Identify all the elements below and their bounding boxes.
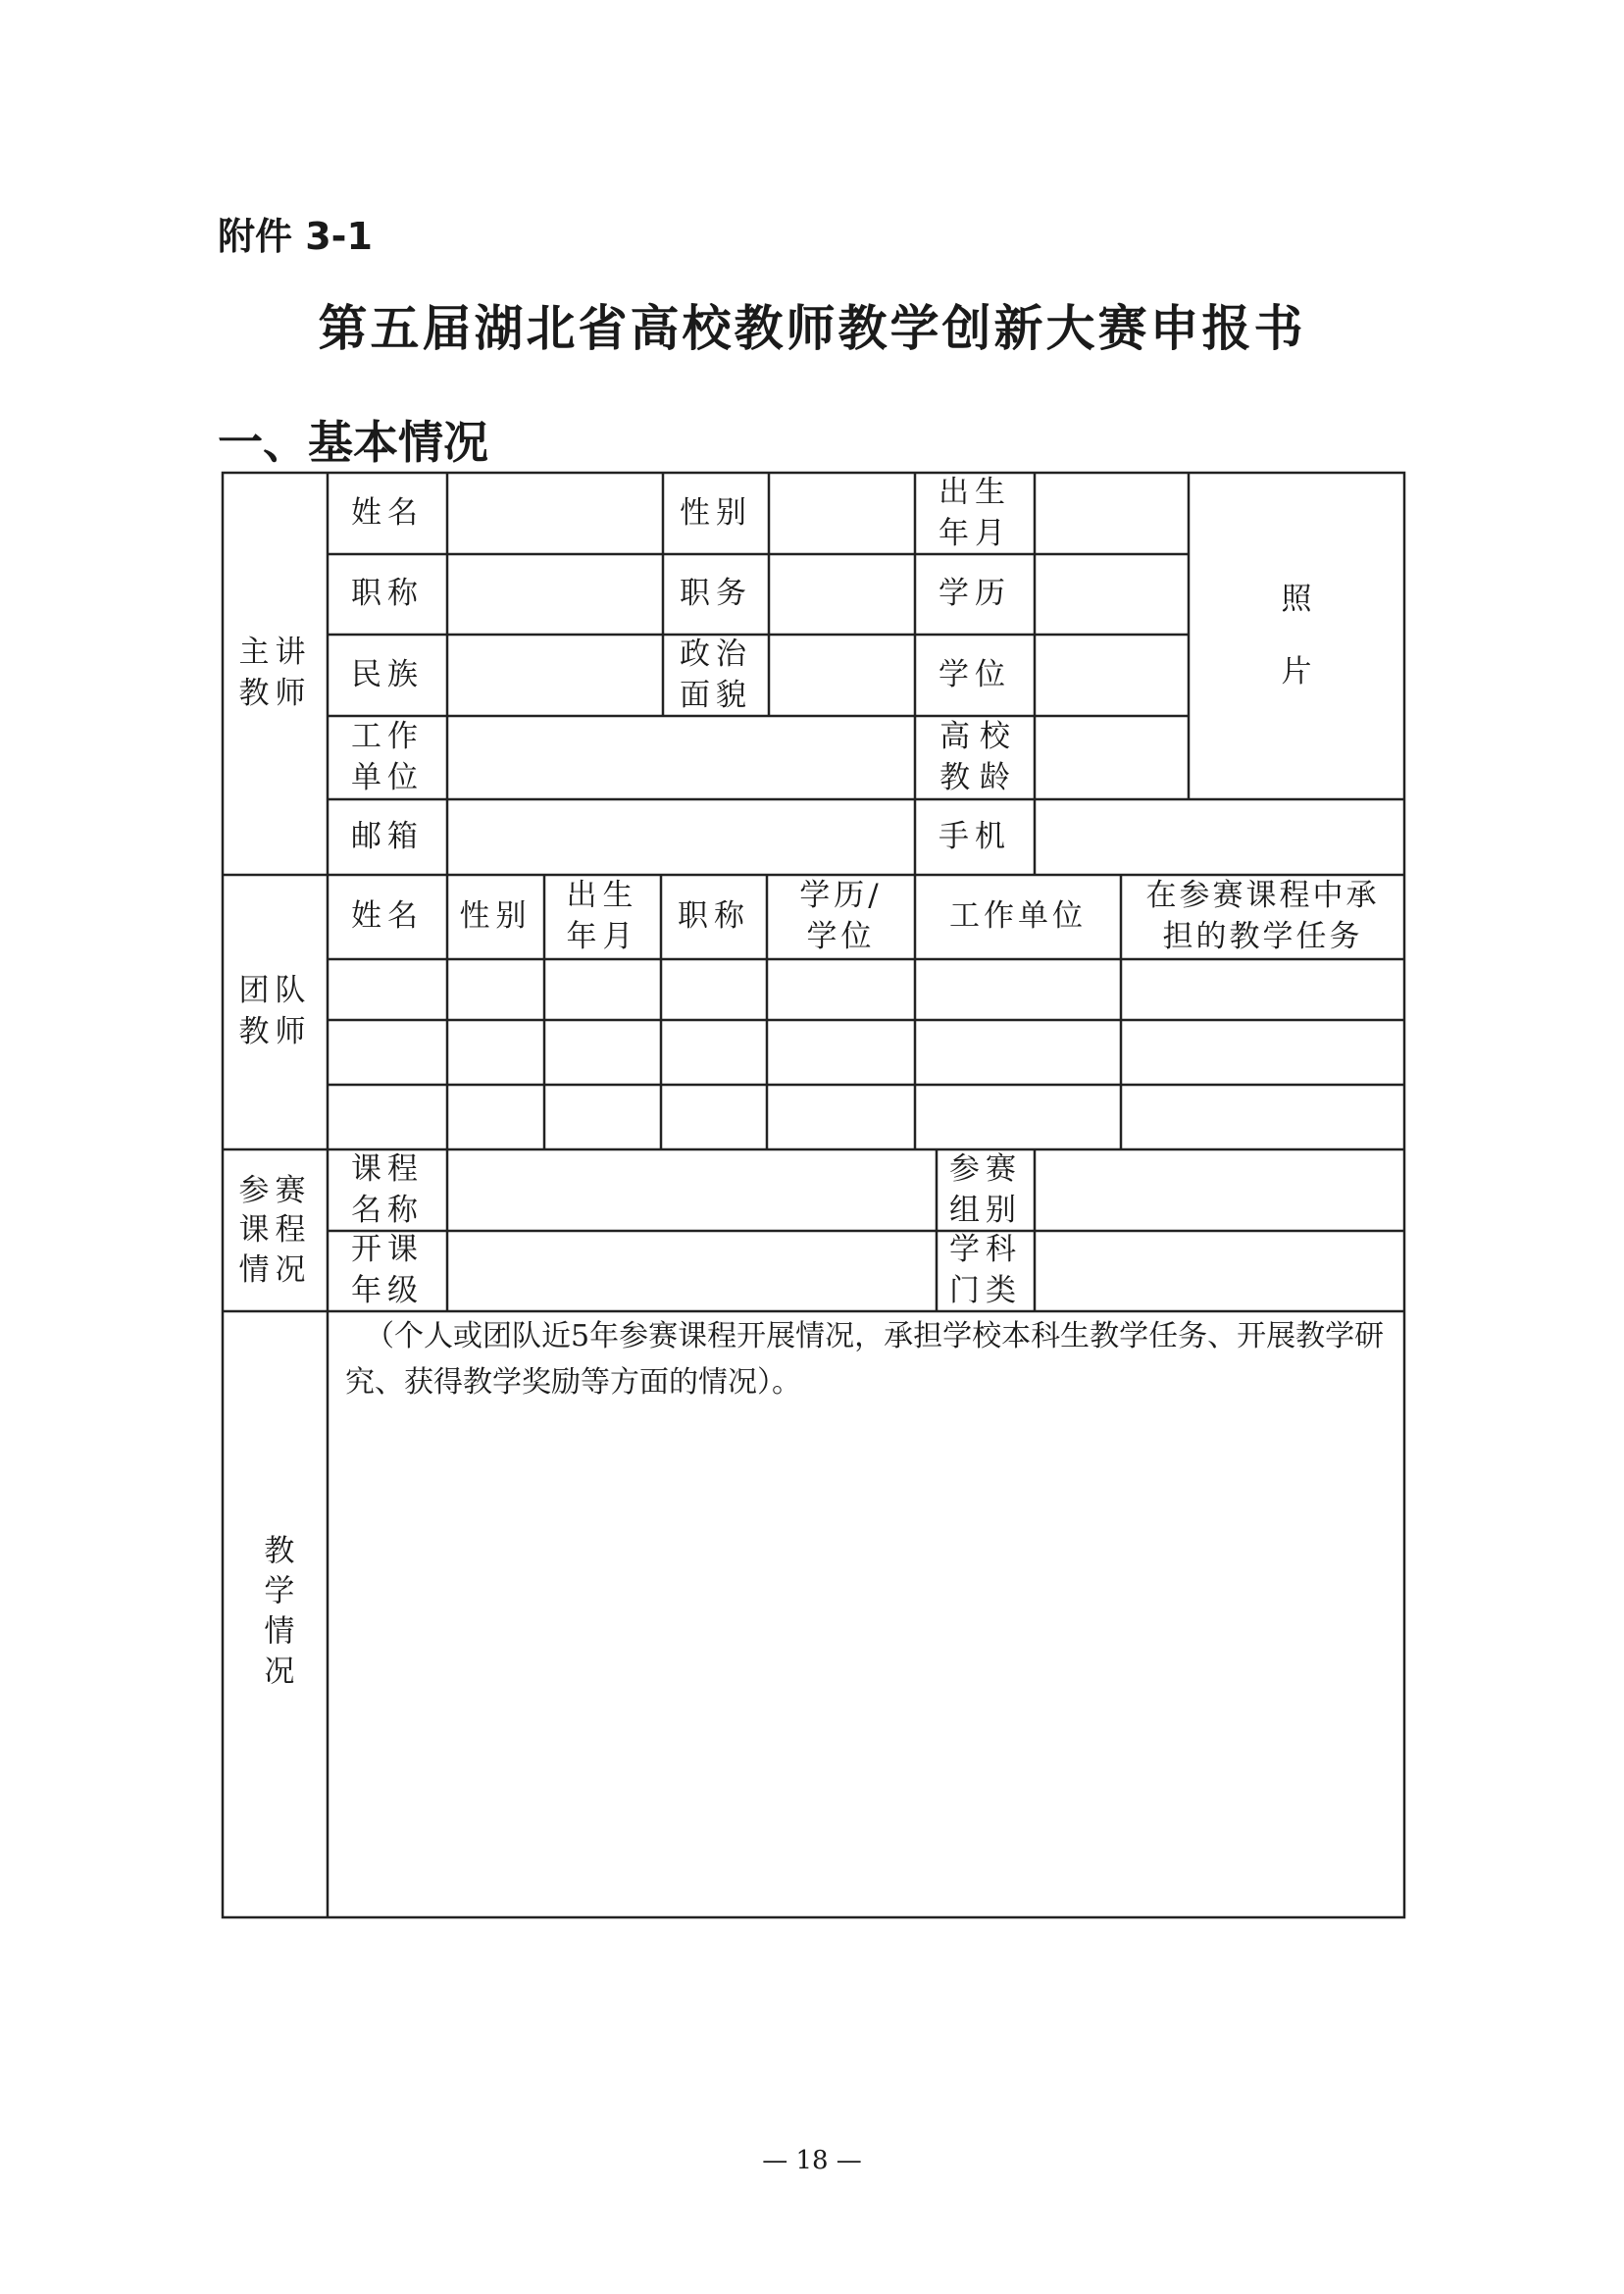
email-input[interactable] bbox=[447, 799, 915, 875]
discipline-input[interactable] bbox=[1035, 1231, 1404, 1311]
phone-input[interactable] bbox=[1035, 799, 1404, 875]
team-row[interactable] bbox=[328, 1020, 1404, 1085]
teaching-years-label: 高 校 教 龄 bbox=[939, 718, 1010, 795]
team-col-name: 姓名 bbox=[351, 898, 424, 935]
team-row[interactable] bbox=[328, 959, 1404, 1020]
form-title: 第五届湖北省高校教师教学创新大赛申报书 bbox=[318, 300, 1306, 357]
name-input[interactable] bbox=[447, 473, 663, 554]
ethnicity-input[interactable] bbox=[447, 635, 663, 716]
email-label: 邮箱 bbox=[351, 818, 424, 854]
team-col-education: 学历/ 学位 bbox=[799, 878, 883, 954]
birth-label: 出生 年月 bbox=[939, 474, 1011, 551]
education-input[interactable] bbox=[1035, 554, 1189, 635]
attachment-label: 附件 3-1 bbox=[218, 215, 373, 258]
teaching-years-input[interactable] bbox=[1035, 716, 1189, 799]
team-row[interactable] bbox=[328, 1085, 1404, 1149]
team-col-gender: 性别 bbox=[459, 898, 533, 935]
duty-label: 职务 bbox=[680, 576, 752, 612]
grade-input[interactable] bbox=[447, 1231, 937, 1311]
phone-label: 手机 bbox=[939, 818, 1011, 854]
name-label: 姓名 bbox=[351, 494, 424, 531]
team-col-workplace: 工作单位 bbox=[949, 898, 1087, 935]
title-label: 职称 bbox=[351, 576, 424, 612]
workplace-label: 工作 单位 bbox=[351, 718, 424, 795]
team-col-task: 在参赛课程中承 担的教学任务 bbox=[1145, 878, 1380, 954]
political-label: 政治 面貌 bbox=[680, 636, 752, 713]
main-teacher-label: 主讲 教师 bbox=[238, 635, 312, 711]
workplace-input[interactable] bbox=[447, 716, 915, 799]
teaching-label: 教学情况 bbox=[258, 1534, 294, 1695]
degree-label: 学位 bbox=[939, 656, 1011, 692]
teaching-textarea[interactable] bbox=[328, 1412, 1404, 1917]
course-name-label: 课程 名称 bbox=[351, 1150, 424, 1228]
title-input[interactable] bbox=[447, 554, 663, 635]
team-teacher-label: 团队 教师 bbox=[238, 973, 312, 1049]
ethnicity-label: 民族 bbox=[351, 656, 424, 692]
duty-input[interactable] bbox=[769, 554, 915, 635]
photo-placeholder: 照 片 bbox=[1281, 581, 1312, 690]
education-label: 学历 bbox=[939, 576, 1011, 612]
team-col-title: 职称 bbox=[678, 898, 750, 935]
section-heading: 一、基本情况 bbox=[218, 416, 488, 469]
teaching-note: （个人或团队近5年参赛课程开展情况，承担学校本科生教学任务、开展教学研究、获得教学奖励等方面的情况）。 bbox=[345, 1319, 1385, 1400]
course-info-label: 参赛 课程 情况 bbox=[238, 1173, 312, 1288]
team-col-birth: 出生 年月 bbox=[566, 878, 639, 954]
page-number: — 18 — bbox=[762, 2146, 862, 2175]
birth-input[interactable] bbox=[1035, 473, 1189, 554]
category-label: 参赛 组别 bbox=[949, 1150, 1022, 1228]
category-input[interactable] bbox=[1035, 1149, 1404, 1231]
grade-label: 开课 年级 bbox=[351, 1232, 424, 1308]
gender-input[interactable] bbox=[769, 473, 915, 554]
degree-input[interactable] bbox=[1035, 635, 1189, 716]
discipline-label: 学科 门类 bbox=[949, 1232, 1022, 1308]
course-name-input[interactable] bbox=[447, 1149, 937, 1231]
gender-label: 性别 bbox=[680, 494, 752, 531]
political-input[interactable] bbox=[769, 635, 915, 716]
